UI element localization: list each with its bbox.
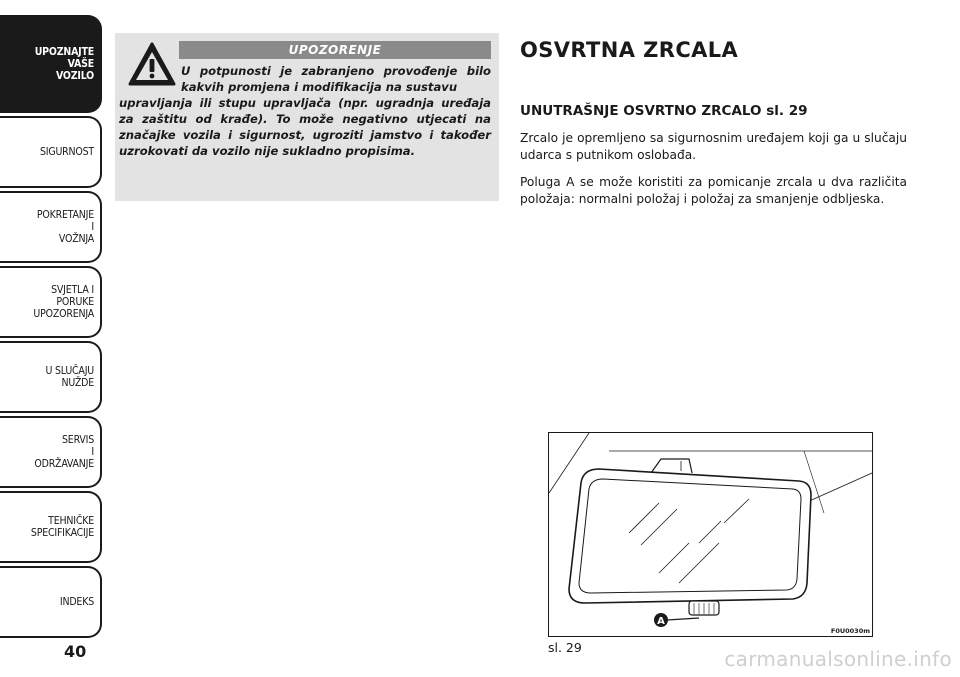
watermark: carmanualsonline.info: [724, 647, 952, 671]
tab-upoznajte-vase-vozilo[interactable]: [0, 15, 102, 113]
warning-box: [115, 33, 499, 201]
callout-label: A: [657, 616, 665, 627]
warning-text: [119, 63, 491, 159]
tab-label: U SLUČAJU NUŽDE: [45, 365, 94, 389]
warning-heading: UPOZORENJE: [179, 41, 491, 59]
tab-servis-i-odrzavanje[interactable]: [0, 416, 102, 488]
tab-label: INDEKS: [59, 596, 94, 608]
rearview-mirror-drawing: [549, 433, 872, 636]
tab-label: SIGURNOST: [39, 146, 94, 158]
tab-label: SERVIS I ODRŽAVANJE: [34, 434, 94, 470]
tab-u-slucaju-nuzde[interactable]: [0, 341, 102, 413]
warning-text-rest: upravljanja ili stupu upravljača (npr. ugradnja uređaja za zaštitu od krađe). To može negativno utjecati na značajke vozila i sigurnost, ugroziti jamstvo i također uzrokovati da vozilo nije sukladno propisima.: [119, 96, 491, 158]
tab-label: POKRETANJE I VOŽNJA: [36, 209, 94, 245]
paragraph-release: Zrcalo je opremljeno sa sigurnosnim uređajem koji ga u slučaju udarca s putnikom oslobađa.: [520, 131, 907, 162]
warning-text-lead: U potpunosti je zabranjeno provođenje bilo kakvih promjena i modifikacija na sustavu: [181, 64, 491, 94]
page-number: 40: [64, 642, 87, 661]
tab-label: TEHNIČKE SPECIFIKACIJE: [30, 515, 94, 539]
figure-caption: sl. 29: [548, 640, 582, 655]
mirror-illustration: [548, 432, 873, 637]
tab-svjetla-i-poruke-upozorenja[interactable]: [0, 266, 102, 338]
tab-label: UPOZNAJTE VAŠE VOZILO: [34, 46, 94, 82]
tab-label: SVJETLA I PORUKE UPOZORENJA: [33, 284, 94, 320]
tab-sigurnost[interactable]: [0, 116, 102, 188]
tab-indeks[interactable]: [0, 566, 102, 638]
paragraph-lever: Poluga A se može koristiti za pomicanje zrcala u dva različita položaja: normalni položaj i položaj za smanjenje odbljeska.: [520, 175, 907, 206]
figure-code: F0U0030m: [830, 627, 870, 635]
subsection-title: UNUTRAŠNJE OSVRTNO ZRCALO sl. 29: [520, 103, 808, 119]
tab-pokretanje-i-voznja[interactable]: [0, 191, 102, 263]
tab-tehnicke-specifikacije[interactable]: [0, 491, 102, 563]
section-title: OSVRTNA ZRCALA: [520, 38, 739, 62]
